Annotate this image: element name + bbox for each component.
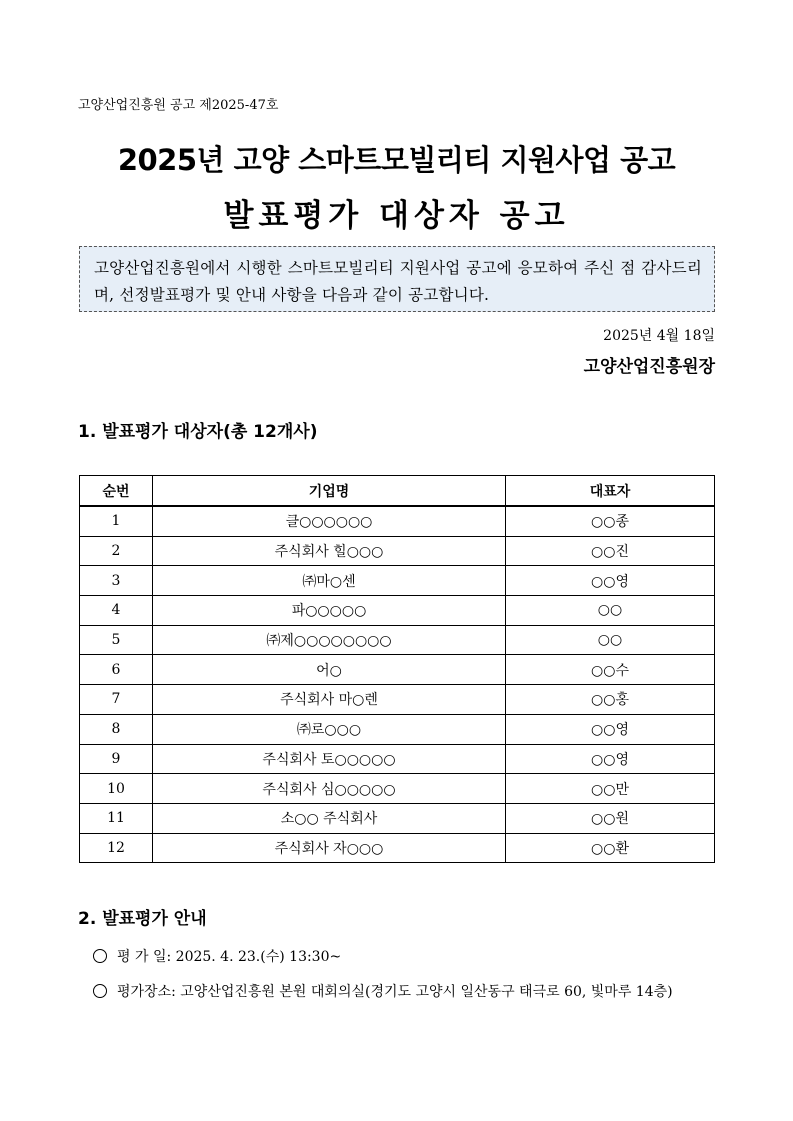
cell-representative: ○○원 [506,803,715,833]
cell-representative: ○○ [506,596,715,626]
evaluation-date-line [93,946,341,966]
cell-representative: ○○영 [506,714,715,744]
header-company: 기업명 [153,476,506,507]
section1-heading: 1. 발표평가 대상자(총 12개사) [78,422,318,442]
intro-text: 고양산업진흥원에서 시행한 스마트모빌리티 지원사업 공고에 응모하여 주신 점 감사드리며, 선정발표평가 및 안내 사항을 다음과 같이 공고합니다. [94,259,702,304]
cell-number: 3 [80,566,153,596]
cell-number: 4 [80,596,153,626]
candidates-table [79,475,715,863]
cell-representative: ○○영 [506,566,715,596]
cell-number: 6 [80,655,153,685]
announcement-date: 2025년 4월 18일 [603,328,715,344]
table-row [80,536,715,566]
evaluation-place-value: 고양산업진흥원 본원 대회의실(경기도 고양시 일산동구 태극로 60, 빛마루 14층) [180,984,673,1000]
cell-number: 11 [80,803,153,833]
title-line-2: 발표평가 대상자 공고 [223,198,570,234]
cell-company: 어○ [153,655,506,685]
cell-number: 10 [80,774,153,804]
cell-company: ㈜제○○○○○○○○ [153,625,506,655]
cell-representative: ○○진 [506,536,715,566]
evaluation-place-label: 평가장소: [117,984,176,1000]
cell-representative: ○○환 [506,833,715,863]
cell-company: 소○○ 주식회사 [153,803,506,833]
cell-representative: ○○종 [506,506,715,536]
circle-bullet-icon [93,949,107,963]
table-row [80,803,715,833]
cell-company: 주식회사 마○렌 [153,685,506,715]
cell-representative: ○○만 [506,774,715,804]
intro-box [79,246,715,312]
evaluation-date-label: 평 가 일: [117,949,172,965]
header-representative: 대표자 [506,476,715,507]
cell-number: 12 [80,833,153,863]
table-row [80,506,715,536]
evaluation-date-value: 2025. 4. 23.(수) 13:30~ [175,949,342,965]
cell-company: 주식회사 토○○○○○ [153,744,506,774]
cell-number: 1 [80,506,153,536]
title-line-1: 2025년 고양 스마트모빌리티 지원사업 공고 [117,143,676,177]
cell-company: 주식회사 힐○○○ [153,536,506,566]
table-row [80,625,715,655]
cell-representative: ○○ [506,625,715,655]
table-row [80,655,715,685]
circle-bullet-icon [93,984,107,998]
table-row [80,744,715,774]
cell-number: 2 [80,536,153,566]
cell-company: 클○○○○○○ [153,506,506,536]
table-row [80,714,715,744]
table-row [80,833,715,863]
cell-number: 8 [80,714,153,744]
section2-heading: 2. 발표평가 안내 [78,909,207,929]
cell-number: 5 [80,625,153,655]
table-row [80,566,715,596]
cell-number: 7 [80,685,153,715]
table-row [80,685,715,715]
evaluation-place-line [93,981,673,1001]
cell-representative: ○○홍 [506,685,715,715]
notice-number: 고양산업진흥원 공고 제2025-47호 [78,98,279,113]
cell-company: 파○○○○○ [153,596,506,626]
table-row [80,774,715,804]
cell-number: 9 [80,744,153,774]
signer: 고양산업진흥원장 [583,357,715,377]
cell-company: ㈜마○센 [153,566,506,596]
cell-company: 주식회사 자○○○ [153,833,506,863]
table-row [80,596,715,626]
cell-representative: ○○수 [506,655,715,685]
cell-company: ㈜로○○○ [153,714,506,744]
header-number: 순번 [80,476,153,507]
cell-company: 주식회사 심○○○○○ [153,774,506,804]
cell-representative: ○○영 [506,744,715,774]
table-header-row [80,476,715,507]
